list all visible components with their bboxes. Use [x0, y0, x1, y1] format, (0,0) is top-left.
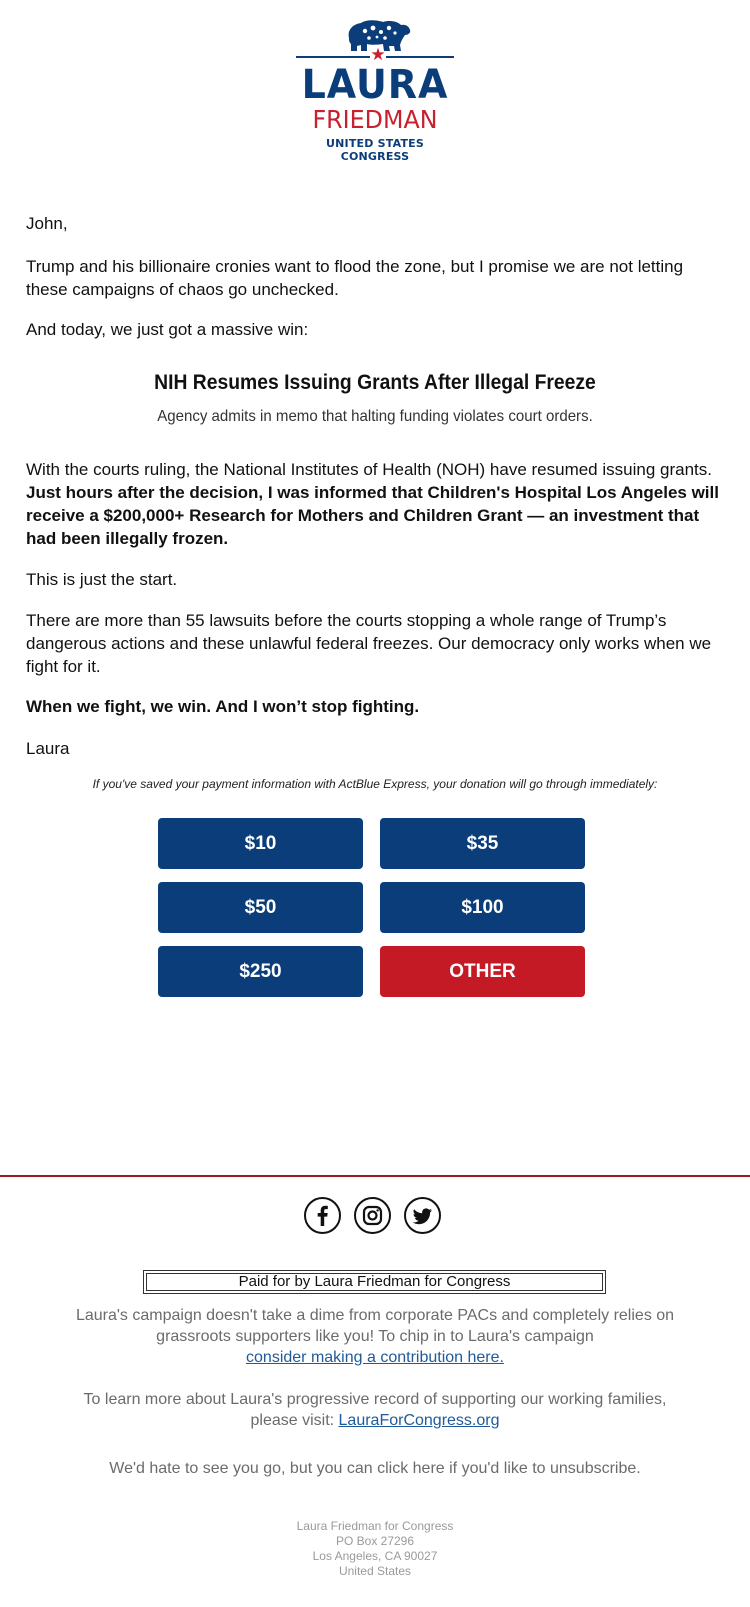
logo-subtitle: UNITED STATES CONGRESS — [326, 137, 424, 163]
unsubscribe-text[interactable]: We'd hate to see you go, but you can click here if you'd like to unsubscribe. — [109, 1460, 641, 1477]
grassroots-text: Laura's campaign doesn't take a dime from corporate PACs and completely relies on grassroots supporters like you! To chip in to Laura's campaign — [75, 1307, 675, 1345]
donate-100-button[interactable]: $100 — [380, 882, 585, 933]
logo-last-name: FRIEDMAN — [312, 105, 438, 134]
contribute-link[interactable]: consider making a contribution here. — [246, 1349, 504, 1366]
facebook-link[interactable] — [304, 1197, 341, 1234]
donate-35-button[interactable]: $35 — [380, 818, 585, 869]
address-line-city: Los Angeles, CA 90027 — [312, 1549, 438, 1563]
grant-paragraph-bold: Just hours after the decision, I was informed that Children's Hospital Los Angeles will receive a $200,000+ Research for Mothers and Children Grant — an investment that had been illegally frozen. — [26, 483, 719, 548]
star-icon: ★ — [370, 45, 386, 64]
signature: Laura — [26, 739, 70, 758]
win-paragraph: And today, we just got a massive win: — [26, 320, 309, 339]
donate-10-button[interactable]: $10 — [158, 818, 363, 869]
instagram-icon — [356, 1199, 389, 1232]
logo-divider-right — [386, 56, 454, 58]
website-link[interactable]: LauraForCongress.org — [338, 1412, 500, 1429]
footer-divider — [0, 1175, 750, 1177]
mailing-address — [0, 1519, 750, 1579]
fight-paragraph: When we fight, we win. And I won’t stop fighting. — [26, 697, 420, 716]
instagram-link[interactable] — [354, 1197, 391, 1234]
grassroots-paragraph — [75, 1305, 675, 1368]
address-line-pobox: PO Box 27296 — [335, 1534, 415, 1548]
grant-paragraph — [26, 458, 726, 550]
twitter-link[interactable] — [404, 1197, 441, 1234]
paid-for-text: Paid for by Laura Friedman for Congress — [146, 1273, 603, 1291]
address-line-country: United States — [338, 1564, 412, 1578]
campaign-logo — [0, 12, 750, 162]
logo-first-name: LAURA — [301, 62, 449, 108]
facebook-icon — [306, 1199, 339, 1232]
paid-for-disclaimer — [143, 1270, 606, 1294]
donate-50-button[interactable]: $50 — [158, 882, 363, 933]
learn-more-paragraph — [75, 1389, 675, 1431]
twitter-icon — [406, 1199, 439, 1232]
logo-divider-left — [296, 56, 370, 58]
donate-250-button[interactable]: $250 — [158, 946, 363, 997]
greeting: John, — [26, 214, 68, 233]
lawsuits-paragraph: There are more than 55 lawsuits before the courts stopping a whole range of Trump’s dangerous actions and these unlawful federal freezes. Our democracy only works when we fight for it. — [26, 611, 712, 676]
address-line-org: Laura Friedman for Congress — [296, 1519, 454, 1533]
start-paragraph: This is just the start. — [26, 570, 178, 589]
news-subheadline: Agency admits in memo that halting funding violates court orders. — [157, 408, 593, 425]
grant-paragraph-text: With the courts ruling, the National Institutes of Health (NOH) have resumed issuing grants. — [26, 460, 712, 479]
news-headline: NIH Resumes Issuing Grants After Illegal Freeze — [154, 371, 596, 394]
learn-more-text: To learn more about Laura's progressive record of supporting our working families, please visit: — [83, 1391, 667, 1429]
intro-paragraph: Trump and his billionaire cronies want to flood the zone, but I promise we are not letting these campaigns of chaos go unchecked. — [26, 257, 684, 299]
donate-other-button[interactable]: OTHER — [380, 946, 585, 997]
actblue-express-note: If you've saved your payment information with ActBlue Express, your donation will go through immediately: — [92, 777, 658, 791]
